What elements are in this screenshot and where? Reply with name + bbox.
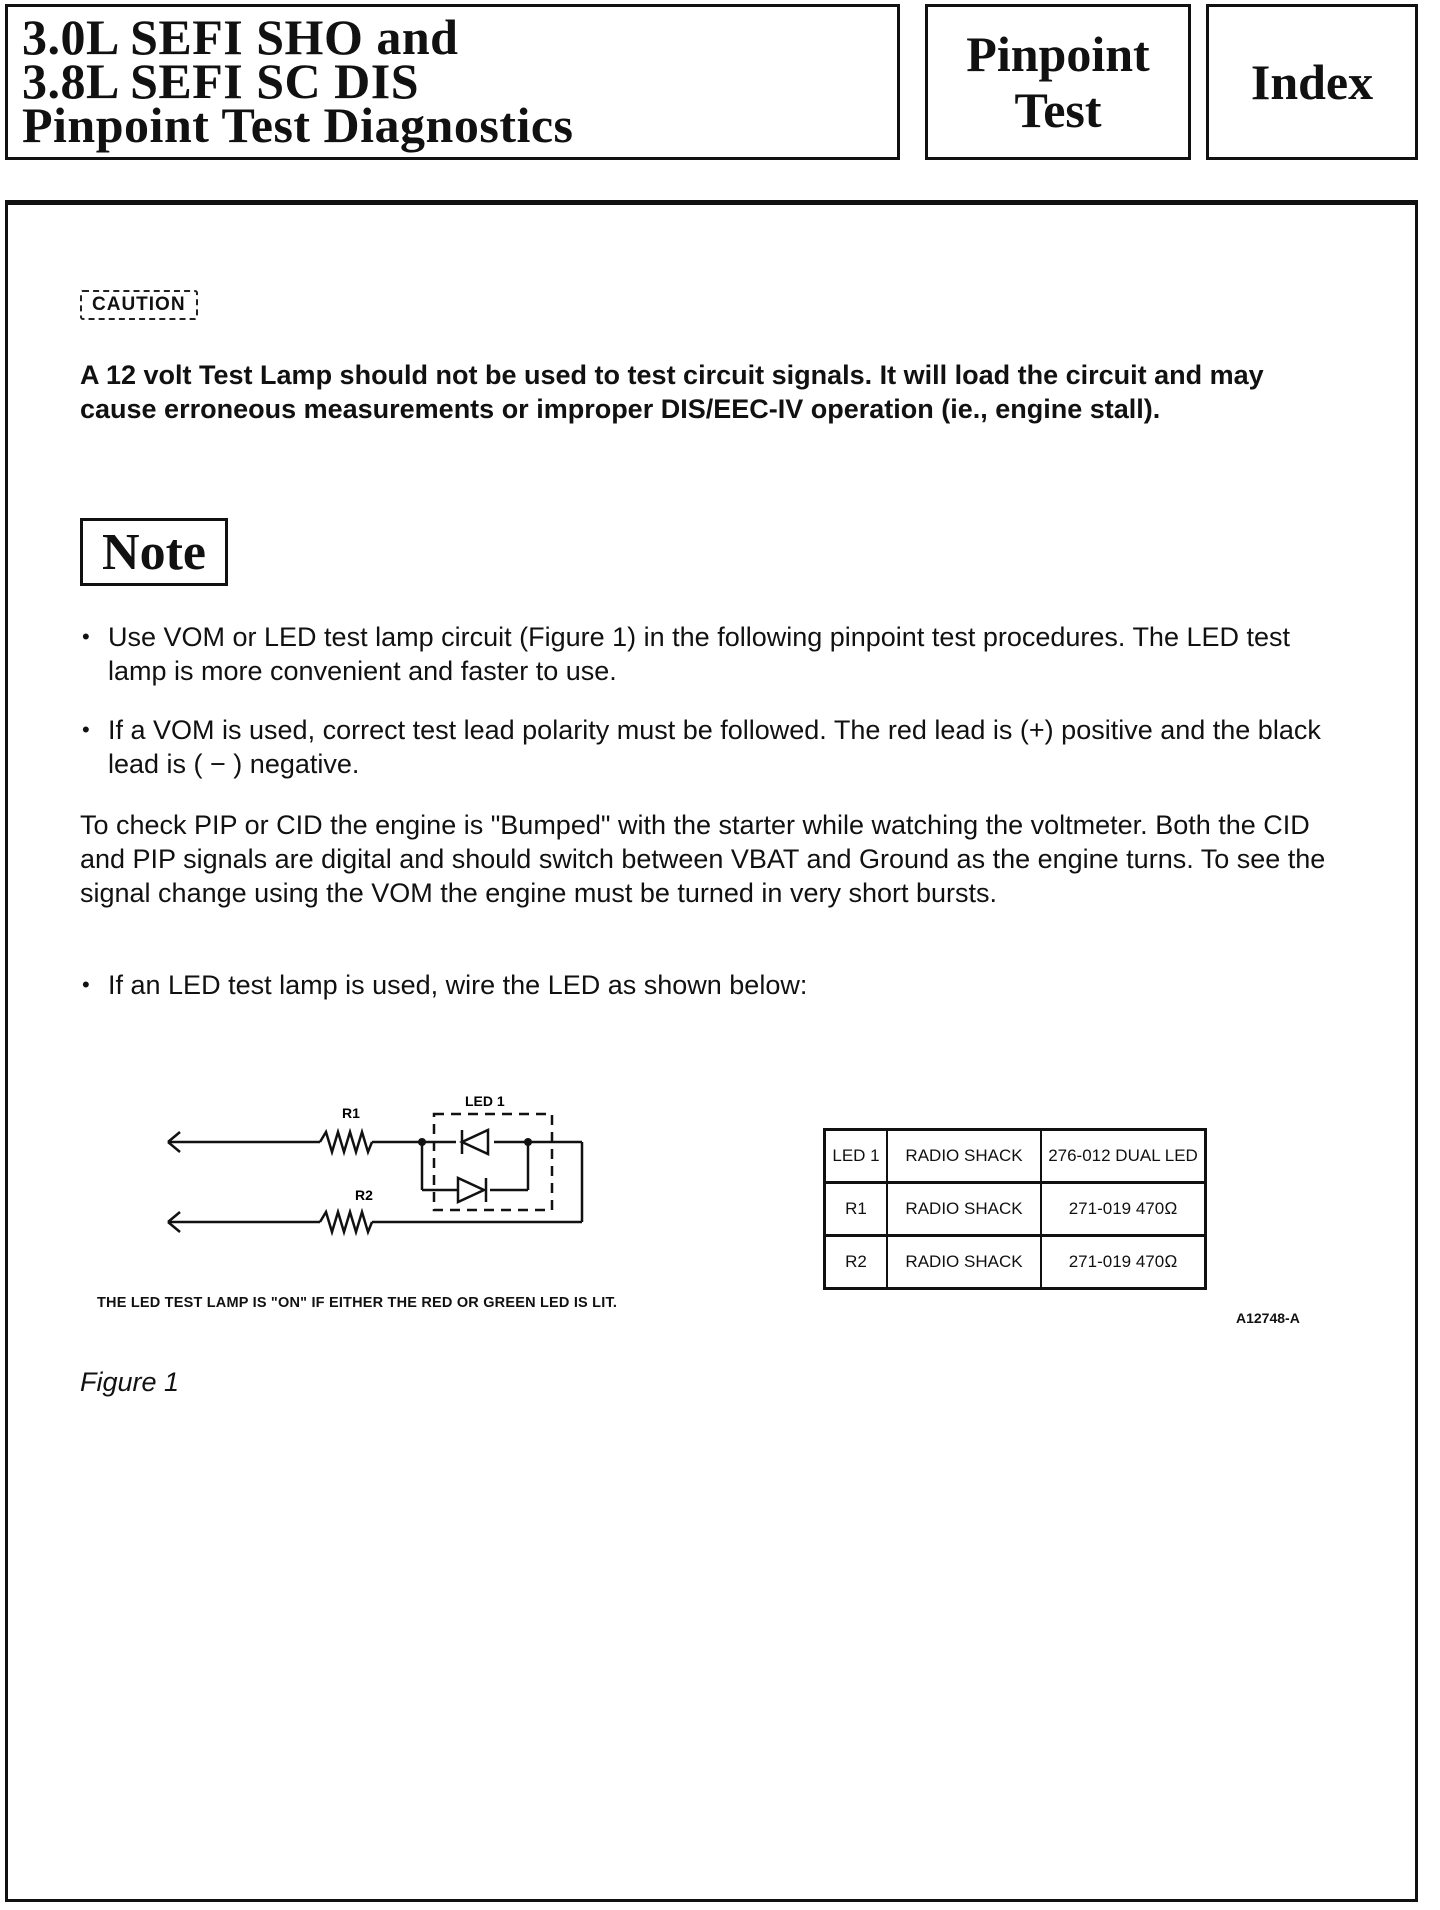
table-cell: 271-019 470Ω xyxy=(1041,1236,1206,1289)
r1-resistor xyxy=(320,1132,372,1152)
figure-caption: Figure 1 xyxy=(80,1367,180,1397)
pip-cid-paragraph: To check PIP or CID the engine is "Bumped" with the starter while watching the voltmeter. Both the CID and PIP signals are digital and should switch between VBAT and Ground as the engine turns. To see the signal change using the VOM the engine must be turned in very short bursts. xyxy=(80,810,1326,908)
table-cell: 271-019 470Ω xyxy=(1041,1183,1206,1236)
led-diode-green xyxy=(458,1178,484,1202)
figure-code: A12748-A xyxy=(1236,1310,1300,1326)
led-package-outline xyxy=(434,1114,552,1210)
note-heading: Note xyxy=(80,518,228,586)
table-cell: R1 xyxy=(825,1183,888,1236)
table-cell: RADIO SHACK xyxy=(887,1130,1041,1183)
pinpoint-label-1: Pinpoint xyxy=(966,26,1150,82)
index-label: Index xyxy=(1250,54,1374,110)
led-caption-note: THE LED TEST LAMP IS "ON" IF EITHER THE RED OR GREEN LED IS LIT. xyxy=(97,1295,618,1311)
document-title xyxy=(5,4,900,160)
parts-table xyxy=(823,1128,1207,1290)
table-cell: RADIO SHACK xyxy=(887,1183,1041,1236)
table-cell: 276-012 DUAL LED xyxy=(1041,1130,1206,1183)
pinpoint-label-2: Test xyxy=(1014,82,1102,138)
table-row xyxy=(825,1130,1206,1183)
table-row xyxy=(825,1183,1206,1236)
note-bullet-1 xyxy=(80,620,1340,688)
title-line-2: 3.8L SEFI SC DIS xyxy=(22,53,420,109)
note-bullet-3 xyxy=(80,968,1340,1002)
table-cell: R2 xyxy=(825,1236,888,1289)
led-label: LED 1 xyxy=(465,1093,505,1109)
caution-text: A 12 volt Test Lamp should not be used to test circuit signals. It will load the circuit and may cause erroneous measurements or improper DIS/EEC-IV operation (ie., engine stall). xyxy=(80,360,1264,424)
table-cell: LED 1 xyxy=(825,1130,888,1183)
caution-tag: CAUTION xyxy=(80,290,198,320)
title-line-1: 3.0L SEFI SHO and xyxy=(22,9,459,65)
note-bullet-2 xyxy=(80,713,1340,781)
table-row xyxy=(825,1236,1206,1289)
index-button[interactable] xyxy=(1206,4,1418,160)
table-cell: RADIO SHACK xyxy=(887,1236,1041,1289)
r2-label: R2 xyxy=(355,1187,373,1203)
note-bullet-3-text: If an LED test lamp is used, wire the LED as shown below: xyxy=(108,970,808,1000)
title-line-3: Pinpoint Test Diagnostics xyxy=(22,97,574,153)
bullet-dot: • xyxy=(82,624,90,649)
bullet-dot: • xyxy=(82,972,90,997)
note-bullet-1-text: Use VOM or LED test lamp circuit (Figure 1) in the following pinpoint test procedures. The LED test lamp is more convenient and faster to use. xyxy=(108,622,1291,686)
bullet-dot: • xyxy=(82,717,90,742)
r1-label: R1 xyxy=(342,1105,360,1121)
pinpoint-test-button[interactable] xyxy=(925,4,1191,160)
r2-resistor xyxy=(320,1212,372,1232)
led-test-lamp-circuit xyxy=(160,1080,600,1260)
content-frame xyxy=(5,200,1418,1902)
note-bullet-2-text: If a VOM is used, correct test lead polarity must be followed. The red lead is (+) positive and the black lead is ( − ) negative. xyxy=(108,715,1321,779)
led-diode-red xyxy=(462,1130,488,1154)
